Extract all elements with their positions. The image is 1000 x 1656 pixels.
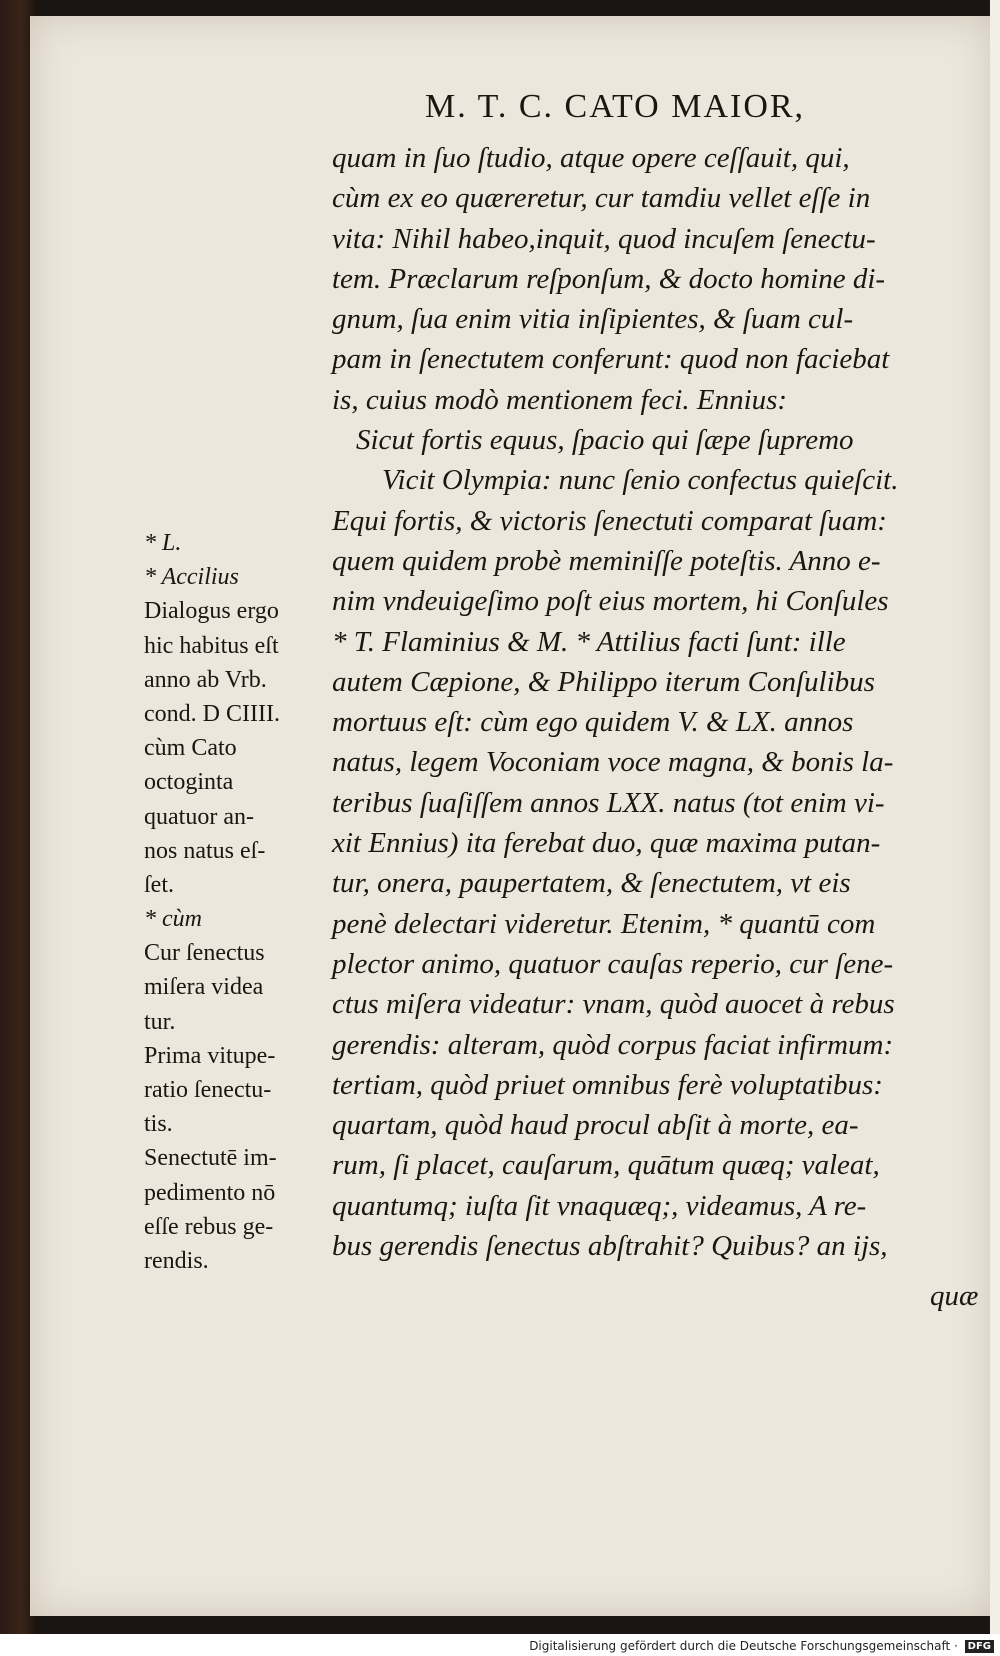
text-line: Sicut fortis equus, ſpacio qui ſæpe ſupremo bbox=[356, 424, 854, 457]
margin-note-line: nos natus eſ- bbox=[144, 837, 266, 864]
margin-note-line: hic habitus eſt bbox=[144, 632, 279, 659]
margin-note-line: Prima vitupe- bbox=[144, 1042, 276, 1069]
text-line: quam in ſuo ſtudio, atque opere ceſſauit, qui, bbox=[332, 142, 850, 174]
text-line: is, cuius modò mentionem feci. Ennius: bbox=[332, 383, 788, 416]
dfg-credit: Digitalisierung gefördert durch die Deutsche Forschungsgemeinschaft · DFG bbox=[529, 1639, 994, 1653]
text-line: natus, legem Voconiam voce magna, & bonis la- bbox=[332, 746, 894, 779]
margin-note-line: eſſe rebus ge- bbox=[144, 1213, 274, 1240]
margin-note-line: * Accilius bbox=[144, 564, 239, 591]
margin-note-line: ſet. bbox=[144, 871, 174, 898]
marginal-notes bbox=[144, 526, 329, 1278]
margin-note-line: quatuor an- bbox=[144, 803, 254, 830]
text-line: tur, onera, paupertatem, & ſenectutem, vt eis bbox=[332, 867, 851, 900]
text-line: xit Ennius) ita ferebat duo, quæ maxima putan- bbox=[332, 827, 881, 860]
margin-note-line: cùm Cato bbox=[144, 735, 237, 762]
margin-note-line: tur. bbox=[144, 1008, 176, 1035]
text-line: Vicit Olympia: nunc ſenio confectus quieſcit. bbox=[382, 464, 899, 497]
text-line: ctus miſera videatur: vnam, quòd auocet à rebus bbox=[332, 988, 895, 1021]
text-line: cùm ex eo quæreretur, cur tamdiu vellet eſſe in bbox=[332, 182, 871, 215]
text-line: nim vndeuigeſimo poſt eius mortem, hi Conſules bbox=[332, 585, 889, 618]
text-line: quartam, quòd haud procul abſit à morte, ea- bbox=[332, 1109, 859, 1142]
text-line: vita: Nihil habeo,inquit, quod incuſem ſenectu- bbox=[332, 222, 876, 255]
margin-note-line: anno ab Vrb. bbox=[144, 666, 267, 693]
text-line: tertiam, quòd priuet omnibus ferè voluptatibus: bbox=[332, 1068, 883, 1101]
running-header: M. T. C. CATO MAIOR, bbox=[425, 88, 806, 125]
text-line: pam in ſenectutem conferunt: quod non faciebat bbox=[332, 343, 890, 376]
margin-note-line: * L. bbox=[144, 530, 182, 556]
margin-note-line: Dialogus ergo bbox=[144, 598, 279, 625]
margin-note-line: Senectutē im- bbox=[144, 1145, 277, 1172]
text-line: quantumq; iuſta ſit vnaquæq;, videamus, A re- bbox=[332, 1189, 867, 1222]
text-line: plector animo, quatuor cauſas reperio, cur ſene- bbox=[332, 947, 894, 980]
margin-note-line: ratio ſenectu- bbox=[144, 1077, 272, 1103]
margin-note-line: cond. D CIIII. bbox=[144, 700, 280, 727]
text-line: bus gerendis ſenectus abſtrahit? Quibus? an ijs, bbox=[332, 1230, 888, 1263]
text-line: tem. Præclarum reſponſum, & docto homine di- bbox=[332, 262, 886, 295]
text-line: quem quidem probè meminiſſe poteſtis. Anno e- bbox=[332, 544, 881, 577]
footer-bar bbox=[0, 1634, 1000, 1656]
margin-note-line: octoginta bbox=[144, 769, 234, 796]
dfg-credit-text: Digitalisierung gefördert durch die Deutsche Forschungsgemeinschaft bbox=[529, 1639, 951, 1653]
margin-note-line: * cùm bbox=[144, 906, 202, 933]
catchword: quæ bbox=[930, 1280, 979, 1312]
text-line: autem Cæpione, & Philippo iterum Conſulibus bbox=[332, 665, 875, 698]
dfg-logo: DFG bbox=[965, 1640, 994, 1653]
margin-note-line: pedimento nō bbox=[144, 1179, 276, 1206]
text-line: mortuus eſt: cùm ego quidem V. & LX. annos bbox=[332, 706, 854, 739]
text-line: rum, ſi placet, cauſarum, quātum quæq; valeat, bbox=[332, 1149, 880, 1182]
text-line: gerendis: alteram, quòd corpus faciat infirmum: bbox=[332, 1028, 894, 1061]
margin-note-line: miſera videa bbox=[144, 974, 264, 1001]
margin-note-line: rendis. bbox=[144, 1247, 209, 1274]
margin-note-line: Cur ſenectus bbox=[144, 940, 265, 967]
page-edge bbox=[990, 0, 1000, 1656]
margin-note-line: tis. bbox=[144, 1111, 173, 1138]
text-line: teribus ſuaſiſſem annos LXX. natus (tot enim vi- bbox=[332, 786, 885, 819]
text-line: Equi fortis, & victoris ſenectuti comparat ſuam: bbox=[332, 504, 887, 537]
text-line: * T. Flaminius & M. * Attilius facti ſunt: ille bbox=[332, 625, 846, 658]
text-line: gnum, ſua enim vitia inſipientes, & ſuam cul- bbox=[332, 303, 854, 336]
main-text-block bbox=[332, 138, 982, 1266]
text-line: penè delectari videretur. Etenim, * quantū com bbox=[332, 907, 876, 940]
